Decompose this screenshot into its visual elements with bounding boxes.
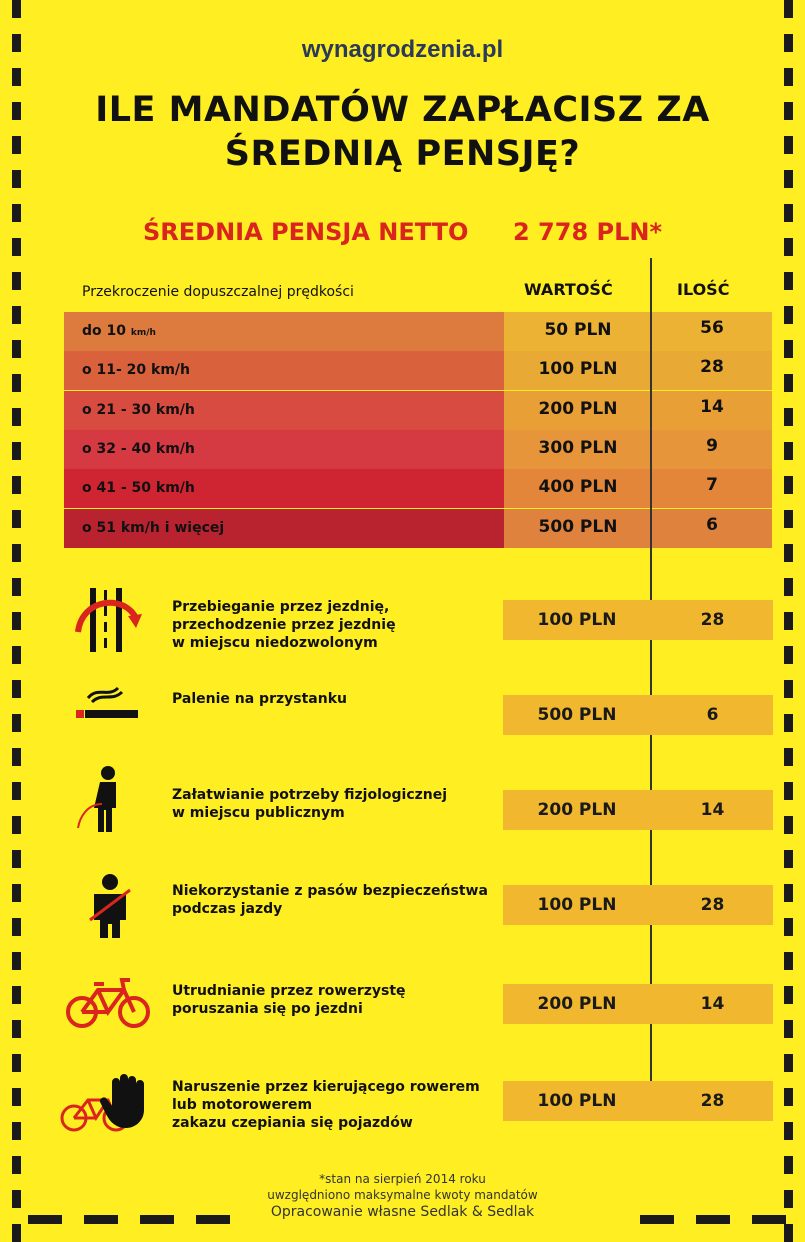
border-dash	[12, 816, 21, 834]
speed-range-label: o 41 - 50 km/h	[82, 480, 195, 496]
footnote-line: Opracowanie własne Sedlak & Sedlak	[270, 1204, 535, 1220]
border-dash	[12, 408, 21, 426]
road-crossing-icon	[72, 588, 144, 652]
border-dash	[784, 578, 793, 596]
border-dash	[784, 952, 793, 970]
border-dash	[784, 544, 793, 562]
offense-description-line: podczas jazdy	[172, 901, 283, 917]
bicycle-hand-icon	[60, 1074, 154, 1136]
offense-fine-count: 28	[700, 895, 725, 915]
offense-row	[503, 885, 773, 925]
offense-description	[172, 982, 406, 1018]
border-dash	[12, 306, 21, 324]
border-dash	[784, 1020, 793, 1038]
offense-description-line: przechodzenie przez jezdnię	[172, 617, 396, 633]
offense-row	[503, 695, 773, 735]
speed-fine-value: 200 PLN	[538, 399, 618, 419]
border-dash	[784, 340, 793, 358]
offense-fine-count: 14	[700, 800, 725, 820]
offense-description-line: Naruszenie przez kierującego rowerem	[172, 1079, 480, 1095]
speed-fine-value: 50 PLN	[544, 320, 612, 340]
offense-row	[503, 1081, 773, 1121]
speed-fine-value: 500 PLN	[538, 517, 618, 537]
offense-fine-count: 28	[700, 610, 725, 630]
salary-label: ŚREDNIA PENSJA NETTO	[143, 218, 469, 246]
border-dash	[12, 748, 21, 766]
border-dash	[784, 1224, 793, 1242]
offense-fine-value: 100 PLN	[537, 1091, 617, 1111]
border-dash	[12, 1122, 21, 1140]
footnote-line: *stan na sierpień 2014 roku	[319, 1172, 486, 1186]
salary-value: 2 778 PLN*	[513, 218, 663, 246]
border-dash	[12, 374, 21, 392]
border-dash	[12, 680, 21, 698]
offense-description	[172, 690, 347, 708]
speed-row	[64, 469, 504, 508]
offense-description-line: w miejscu niedozwolonym	[172, 635, 378, 651]
border-dash	[784, 816, 793, 834]
offense-description	[172, 598, 396, 652]
count-column-header: ILOŚĆ	[677, 280, 730, 299]
speed-range	[82, 402, 195, 418]
border-dash	[12, 340, 21, 358]
offense-fine-value: 100 PLN	[537, 610, 617, 630]
border-dash	[784, 272, 793, 290]
offense-description	[172, 1078, 480, 1132]
bicycle-icon	[66, 978, 150, 1030]
speed-unit: km/h	[130, 328, 156, 338]
speed-fine-value: 100 PLN	[538, 359, 618, 379]
offense-fine-count: 14	[700, 994, 725, 1014]
offense-fine-count: 6	[706, 705, 719, 725]
border-dash	[12, 1020, 21, 1038]
border-dash	[784, 238, 793, 256]
offense-description-line: poruszania się po jezdni	[172, 1001, 363, 1017]
offense-fine-value: 200 PLN	[537, 994, 617, 1014]
border-dash	[12, 544, 21, 562]
speed-range	[82, 362, 190, 378]
offense-description-line: Przebieganie przez jezdnię,	[172, 599, 390, 615]
border-dash	[784, 986, 793, 1004]
border-dash	[12, 986, 21, 1004]
border-dash	[12, 918, 21, 936]
offense-description-line: w miejscu publicznym	[172, 805, 345, 821]
border-dash	[12, 68, 21, 86]
speed-fine-count: 6	[706, 515, 718, 535]
speed-fine-count: 9	[706, 436, 718, 456]
offense-description-line: lub motorowerem	[172, 1097, 313, 1113]
border-dash	[784, 1054, 793, 1072]
speed-range-label: o 21 - 30 km/h	[82, 402, 195, 418]
speed-row	[64, 312, 504, 351]
border-dash	[12, 204, 21, 222]
border-dash	[784, 1122, 793, 1140]
speed-fine-value: 400 PLN	[538, 477, 618, 497]
offense-row	[503, 790, 773, 830]
border-dash	[784, 612, 793, 630]
border-dash	[784, 850, 793, 868]
border-dash	[12, 1054, 21, 1072]
offense-fine-count: 28	[700, 1091, 725, 1111]
border-dash	[784, 918, 793, 936]
offense-description-line: Palenie na przystanku	[172, 691, 347, 707]
speed-table-header: Przekroczenie dopuszczalnej prędkości	[82, 284, 354, 300]
cigarette-icon	[74, 684, 140, 720]
border-dash	[784, 442, 793, 460]
speed-fine-count: 28	[700, 357, 724, 377]
value-column-header: WARTOŚĆ	[524, 280, 613, 299]
border-dash	[784, 884, 793, 902]
border-dash	[784, 1088, 793, 1106]
brand-logo-text: wynagrodzenia.pl	[301, 36, 504, 63]
offense-fine-value: 100 PLN	[537, 895, 617, 915]
speed-range-label: o 11- 20 km/h	[82, 362, 190, 378]
speed-row	[64, 509, 504, 548]
border-dash	[784, 68, 793, 86]
border-dash	[12, 884, 21, 902]
speed-fine-count: 14	[700, 397, 724, 417]
speed-range-label: do 10	[82, 323, 126, 339]
border-dash	[12, 476, 21, 494]
border-dash	[784, 374, 793, 392]
border-dash	[12, 782, 21, 800]
border-dash	[12, 510, 21, 528]
offense-fine-value: 500 PLN	[537, 705, 617, 725]
page-title	[0, 88, 805, 176]
border-dash	[784, 510, 793, 528]
border-dash	[784, 782, 793, 800]
speed-fine-value: 300 PLN	[538, 438, 618, 458]
border-dash	[12, 850, 21, 868]
title-line-1: ILE MANDATÓW ZAPŁACISZ ZA	[95, 90, 710, 130]
offense-description-line: Utrudnianie przez rowerzystę	[172, 983, 406, 999]
speed-row	[64, 430, 504, 469]
offense-row	[503, 984, 773, 1024]
border-dash	[784, 680, 793, 698]
speed-row	[64, 391, 504, 430]
urinating-person-icon	[74, 764, 134, 834]
speed-fine-count: 7	[706, 475, 718, 495]
border-dash	[784, 0, 793, 18]
speed-fine-count: 56	[700, 318, 724, 338]
speed-range-label: o 51 km/h i więcej	[82, 520, 225, 536]
border-dash	[784, 748, 793, 766]
footnote-line: uwzględniono maksymalne kwoty mandatów	[267, 1188, 538, 1202]
border-dash	[784, 714, 793, 732]
speed-range	[82, 520, 224, 536]
offense-description-line: zakazu czepiania się pojazdów	[172, 1115, 413, 1131]
offense-description-line: Niekorzystanie z pasów bezpieczeństwa	[172, 883, 488, 899]
title-line-2: ŚREDNIĄ PENSJĘ?	[224, 134, 581, 174]
border-dash	[12, 0, 21, 18]
border-dash	[12, 272, 21, 290]
border-dash	[12, 1088, 21, 1106]
speed-range	[82, 323, 156, 339]
speed-range	[82, 480, 195, 496]
speed-range-label: o 32 - 40 km/h	[82, 441, 195, 457]
border-dash	[12, 578, 21, 596]
border-dash	[12, 612, 21, 630]
no-seatbelt-icon	[86, 872, 134, 940]
border-dash	[12, 952, 21, 970]
border-dash	[12, 238, 21, 256]
border-dash	[784, 408, 793, 426]
border-dash	[784, 476, 793, 494]
offense-description	[172, 882, 488, 918]
offense-description-line: Załatwianie potrzeby fizjologicznej	[172, 787, 448, 803]
speed-row	[64, 351, 504, 390]
border-dash	[12, 442, 21, 460]
speed-range	[82, 441, 195, 457]
border-dash	[784, 204, 793, 222]
border-dash	[784, 306, 793, 324]
offense-fine-value: 200 PLN	[537, 800, 617, 820]
offense-description	[172, 786, 447, 822]
border-dash	[12, 646, 21, 664]
border-dash	[12, 1224, 21, 1242]
border-dash	[12, 714, 21, 732]
border-dash	[784, 646, 793, 664]
offense-row	[503, 600, 773, 640]
